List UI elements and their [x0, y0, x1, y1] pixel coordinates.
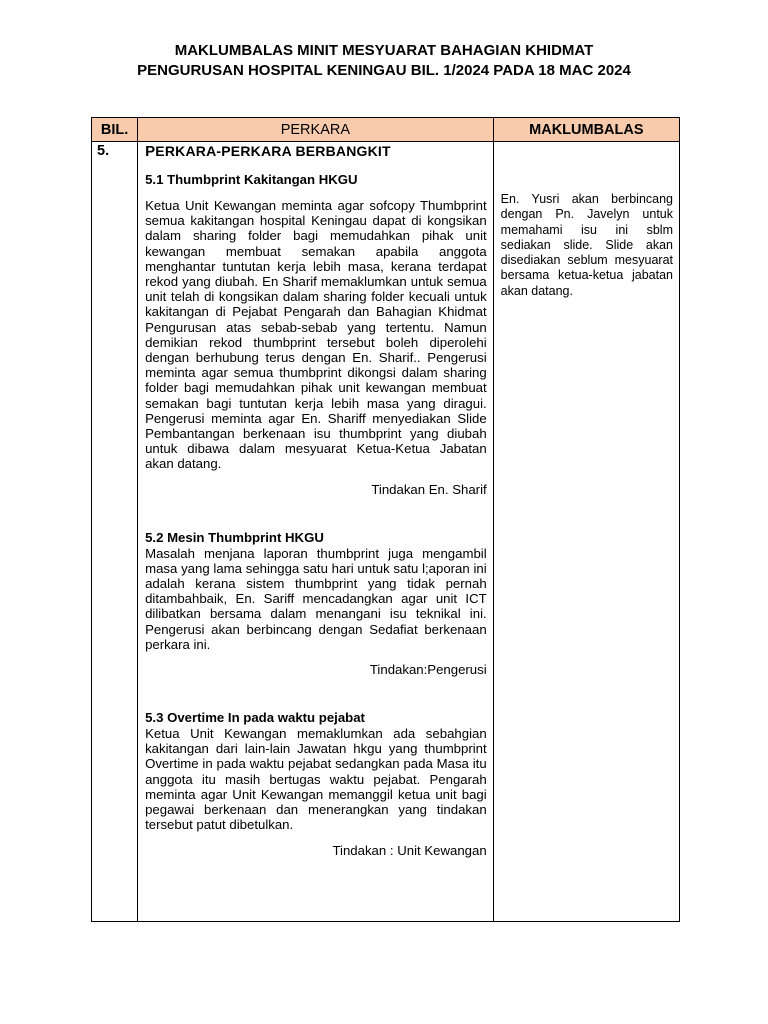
item-body: Ketua Unit Kewangan memaklumkan ada sebahgian kakitangan dari lain-lain Jawatan hkgu yang thumbprint Overtime in pada waktu pejabat sedangkan pada Masa itu anggota itu masih bertugas waktu pejabat. Pengarah meminta agar Unit Kewangan memanggil ketua unit bagi pegawai berkenaan dan menerangkan yang tindakan tersebut patut dibetulkan. [145, 726, 487, 833]
maklumbalas-text: En. Yusri akan berbincang dengan Pn. Javelyn untuk memahami isu ini sblm sediakan slide. Slide akan disediakan seblum mesyuarat bersama ketua-ketua jabatan akan datang. [500, 192, 673, 298]
maklumbalas-cell [493, 142, 679, 922]
document-title-line-2: PENGURUSAN HOSPITAL KENINGAU BIL. 1/2024 PADA 18 MAC 2024 [137, 62, 631, 79]
bil-cell: 5. [92, 142, 138, 922]
item-heading: 5.1 Thumbprint Kakitangan HKGU [145, 172, 358, 187]
perkara-cell [138, 142, 494, 922]
header-bil: BIL. [92, 118, 138, 142]
document-title-line-1: MAKLUMBALAS MINIT MESYUARAT BAHAGIAN KHIDMAT [174, 42, 594, 59]
section-title-initial: P [145, 143, 156, 160]
section-title-rest: ERKARA-PERKARA BERBANGKIT [155, 143, 391, 159]
item-body: Ketua Unit Kewangan meminta agar sofcopy Thumbprint semua kakitangan hospital Keningau dapat di kongsikan dalam sharing folder bagi memudahkan pihak unit kewangan membuat semakan apabila anggota menghantar tuntutan kerja lebih masa, kerana terdapat rekod yang diubah. En Sharif memaklumkan untuk semua unit telah di kongsikan dalam sharing folder kecuali untuk kakitangan di Pejabat Pengarah dan Bahagian Khidmat Pengurusan atas sebab-sebab yang tertentu. Namun demikian rekod thumbprint tersebut boleh diperolehi dengan berhubung terus dengan En. Sharif.. Pengerusi meminta agar semua thumbprint dikongsi dalam sharing folder bagi memudahkan pihak unit kewangan membuat semakan bagi tuntutan kerja lebih masa yang diragui. Pengerusi meminta agar En. Shariff menyediakan Slide Pembantangan berkenaan isu thumbprint yang diubah untuk dibawa dalam mesyuarat Ketua-Ketua Jabatan akan datang. [145, 198, 487, 472]
section-title [145, 143, 487, 160]
item-heading: 5.2 Mesin Thumbprint HKGU [145, 529, 324, 545]
document-title [0, 41, 768, 81]
table-row [92, 142, 680, 922]
item-body: Masalah menjana laporan thumbprint juga mengambil masa yang lama sehingga satu hari untuk satu l;aporan ini adalah kerana sistem thumbprint yang tidak pernah ditambahbaik, En. Sariff mencadangkan agar unit ICT dilibatkan bersama dalam menangani isu teknikal ini. Pengerusi akan berbincang dengan Sedafiat berkenaan perkara ini. [145, 545, 487, 652]
item-action: Tindakan En. Sharif [371, 481, 487, 497]
header-perkara: PERKARA [138, 118, 494, 142]
item-action: Tindakan : Unit Kewangan [332, 842, 487, 858]
item-action: Tindakan:Pengerusi [369, 662, 487, 678]
item-heading: 5.3 Overtime In pada waktu pejabat [145, 710, 365, 726]
table-header-row [92, 118, 680, 142]
header-maklumbalas: MAKLUMBALAS [493, 118, 679, 142]
minutes-table [91, 117, 680, 922]
